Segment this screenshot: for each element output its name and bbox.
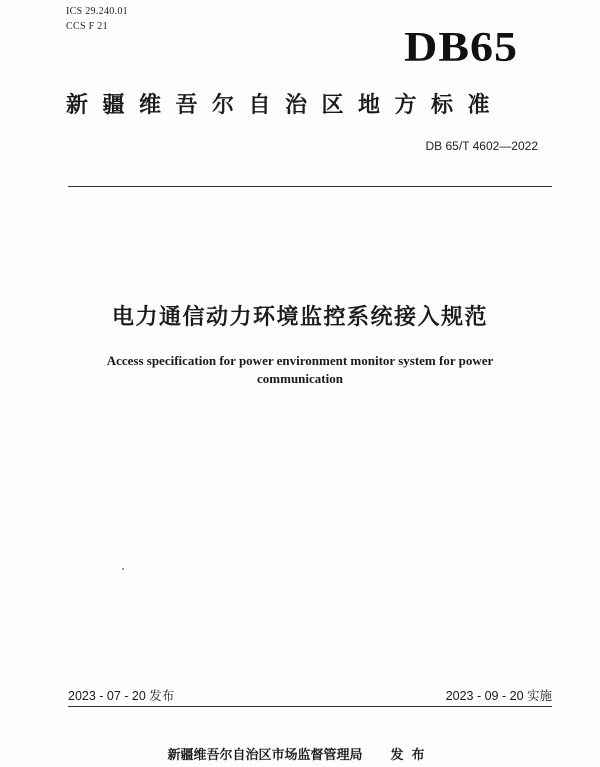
classification-codes — [66, 4, 128, 34]
top-divider — [68, 186, 552, 187]
publisher-line — [0, 744, 600, 763]
ccs-code: CCS F 21 — [66, 21, 108, 32]
publisher-name: 新疆维吾尔自治区市场监督管理局 — [167, 748, 363, 763]
title-chinese: 电力通信动力环境监控系统接入规范 — [111, 305, 488, 330]
title-english: Access specification for power environment monitor system for power communication — [106, 353, 494, 386]
ics-code: ICS 29.240.01 — [66, 6, 128, 17]
publish-action: 发布 — [390, 748, 433, 763]
bottom-divider — [68, 706, 552, 707]
standard-number: DB 65/T 4602—2022 — [425, 139, 538, 153]
scan-speck — [122, 568, 124, 570]
db65-logo: DB65 — [404, 23, 518, 70]
issue-date: 2023 - 07 - 20 发布 — [68, 689, 175, 703]
standard-type: 新疆维吾尔自治区地方标准 — [66, 93, 505, 118]
implementation-date: 2023 - 09 - 20 实施 — [445, 689, 552, 703]
